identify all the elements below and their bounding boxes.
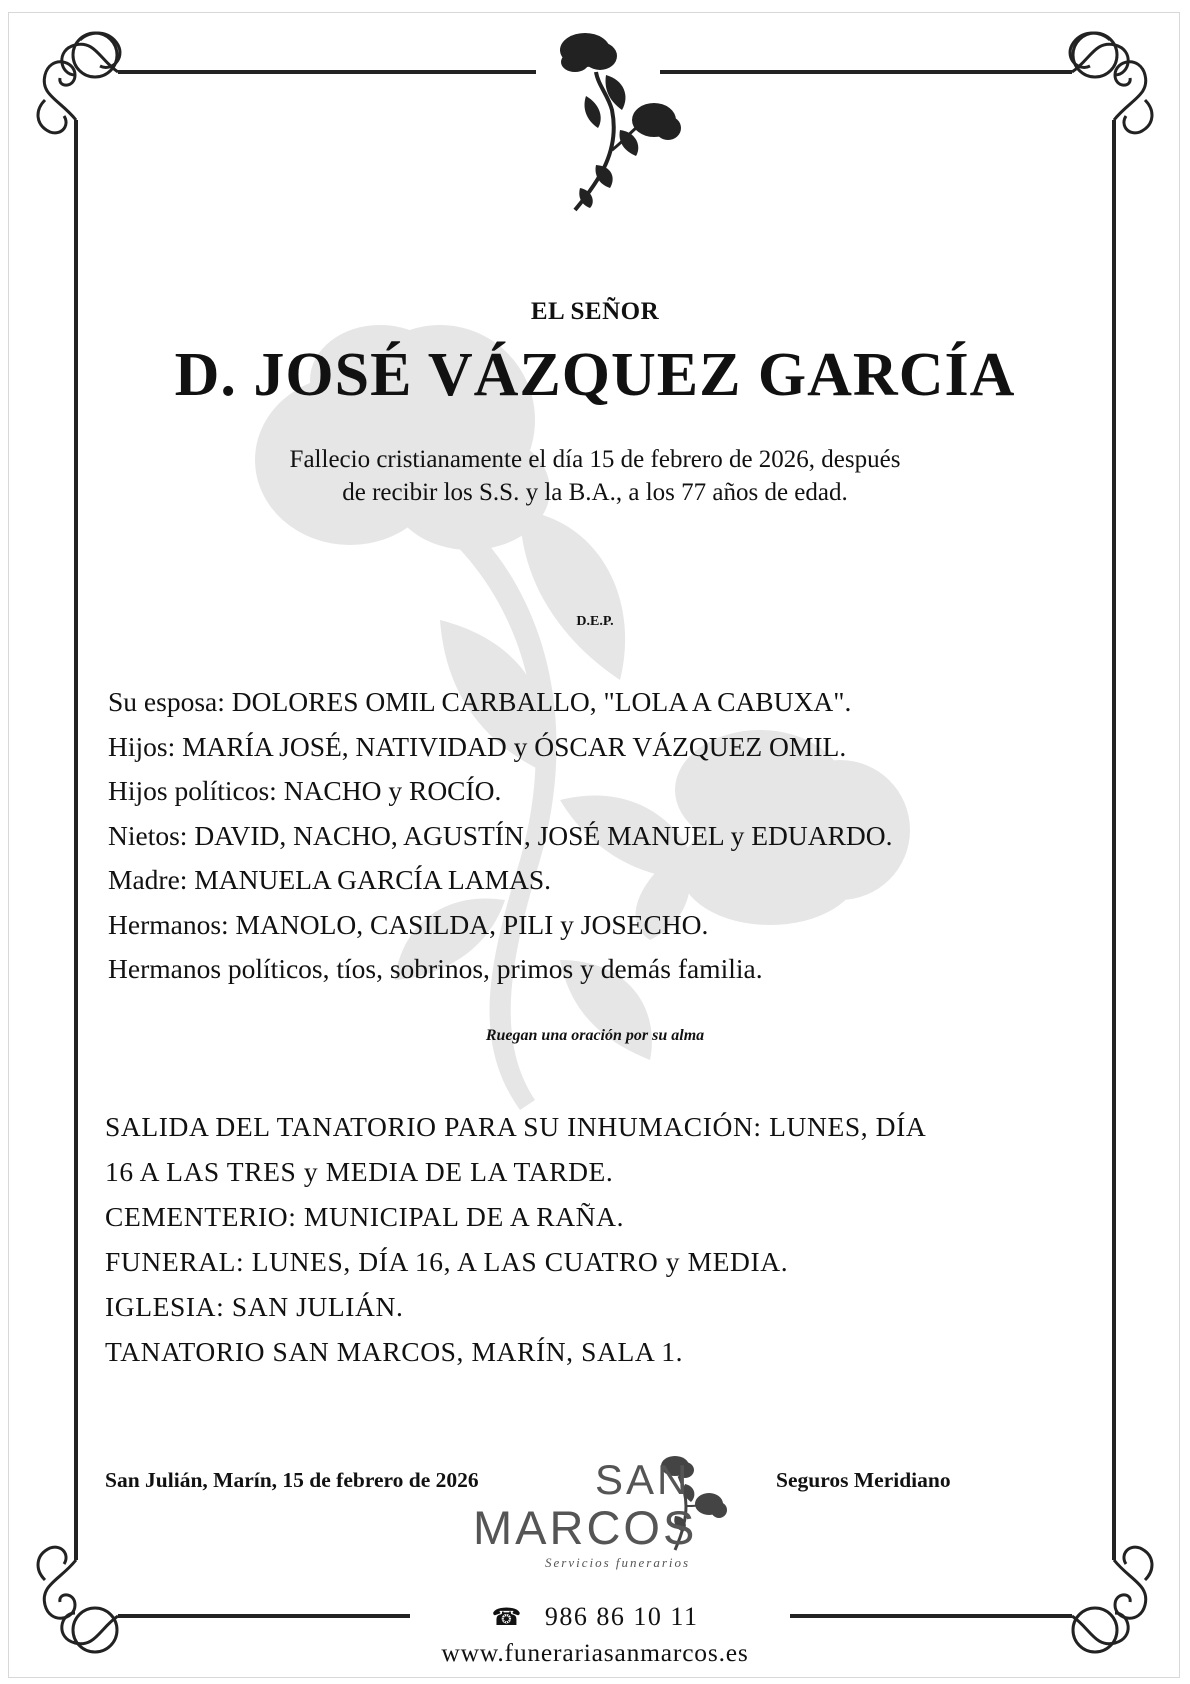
service-line: IGLESIA: SAN JULIÁN. — [105, 1291, 404, 1322]
family-list — [108, 680, 1068, 992]
family-line: Hermanos políticos, tíos, sobrinos, primos y demás familia. — [108, 953, 763, 984]
family-line: Nietos: DAVID, NACHO, AGUSTÍN, JOSÉ MANUEL y EDUARDO. — [108, 819, 893, 851]
family-line: Su esposa: DOLORES OMIL CARBALLO, "LOLA A CABUXA". — [108, 686, 852, 717]
contact-phone — [0, 1602, 1190, 1632]
family-line: Hijos políticos: NACHO y ROCÍO. — [108, 775, 502, 806]
deceased-name: D. JOSÉ VÁZQUEZ GARCÍA — [174, 341, 1016, 409]
logo-text-marcos: MARCOS — [473, 1501, 698, 1554]
place-date: San Julián, Marín, 15 de febrero de 2026 — [105, 1468, 479, 1492]
top-flower-icon — [560, 33, 681, 210]
death-line: de recibir los S.S. y la B.A., a los 77 años de edad. — [342, 479, 848, 506]
service-line: SALIDA DEL TANATORIO PARA SU INHUMACIÓN: LUNES, DÍA — [105, 1111, 927, 1142]
family-line: Madre: MANUELA GARCÍA LAMAS. — [108, 864, 552, 895]
rip-label: D.E.P. — [576, 614, 614, 629]
service-line: CEMENTERIO: MUNICIPAL DE A RAÑA. — [105, 1201, 625, 1232]
website-link[interactable]: www.funerariasanmarcos.es — [441, 1638, 749, 1667]
service-line: TANATORIO SAN MARCOS, MARÍN, SALA 1. — [105, 1336, 684, 1367]
service-details — [105, 1104, 1085, 1374]
telephone-icon: ☎ — [491, 1605, 523, 1631]
death-statement — [0, 443, 1190, 509]
notice-subtitle: EL SEÑOR — [530, 298, 660, 325]
family-line: Hijos: MARÍA JOSÉ, NATIVIDAD y ÓSCAR VÁZQUEZ OMIL. — [108, 730, 847, 762]
death-line: Fallecio cristianamente el día 15 de febrero de 2026, después — [289, 446, 901, 473]
logo-tagline: Servicios funerarios — [545, 1555, 691, 1570]
logo-text-san: SAN — [595, 1456, 691, 1503]
service-line: FUNERAL: LUNES, DÍA 16, A LAS CUATRO y MEDIA. — [105, 1246, 789, 1277]
family-line: Hermanos: MANOLO, CASILDA, PILI y JOSECHO. — [108, 908, 709, 940]
funeral-home-logo — [465, 1456, 735, 1606]
phone-number: 986 86 10 11 — [544, 1602, 699, 1631]
insurer-name: Seguros Meridiano — [776, 1468, 951, 1492]
prayer-request: Ruegan una oración por su alma — [485, 1027, 705, 1044]
service-line: 16 A LAS TRES y MEDIA DE LA TARDE. — [105, 1156, 614, 1187]
